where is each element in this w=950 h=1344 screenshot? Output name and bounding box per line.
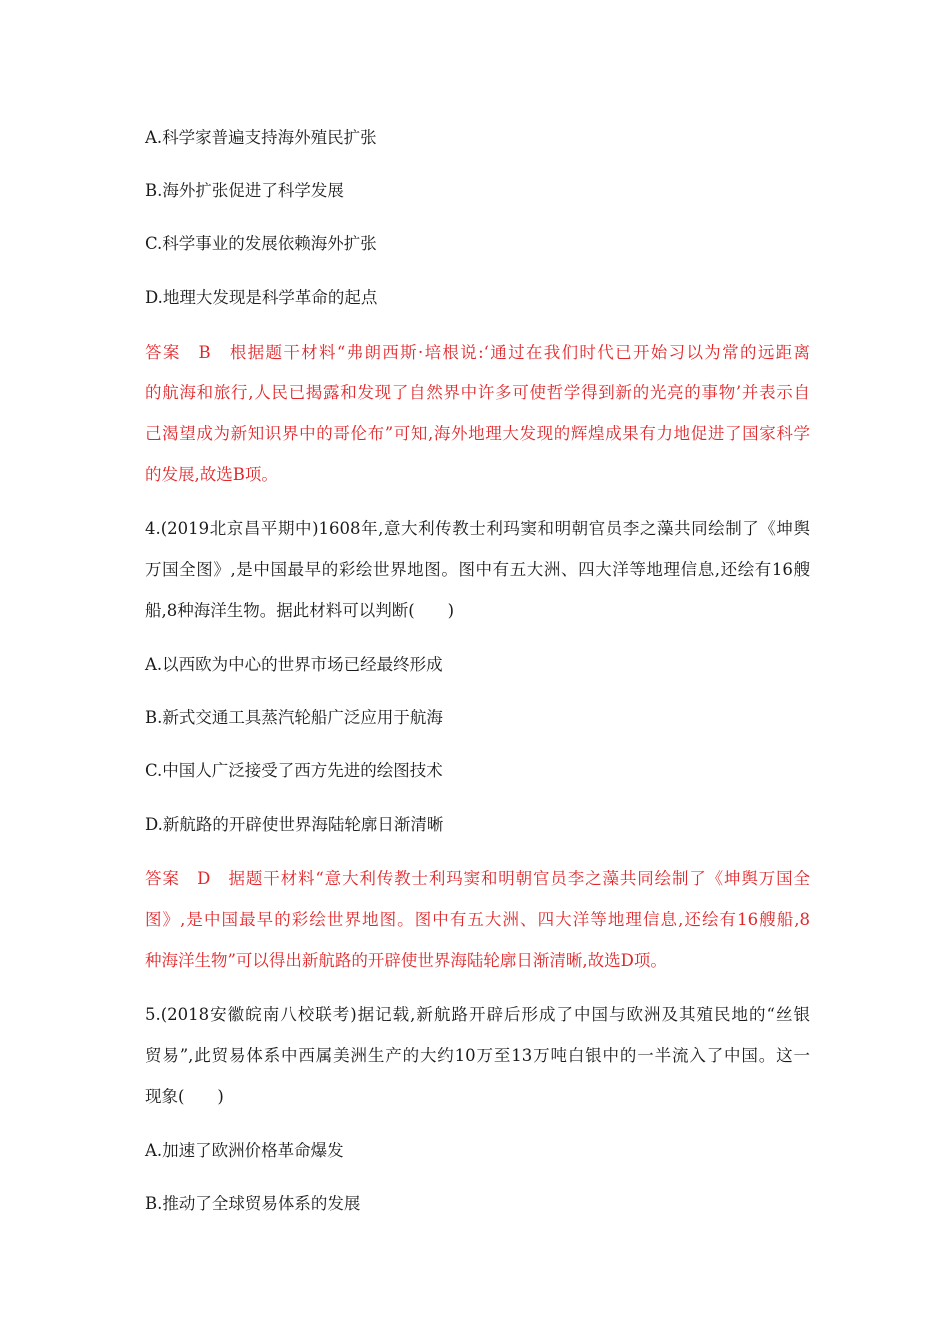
q3-answer-line-1: 答案 B 根据题干材料“弗朗西斯·培根说:‘通过在我们时代已开始习以为常的远距离 bbox=[145, 343, 810, 362]
q5-option-b: B.推动了全球贸易体系的发展 bbox=[145, 1194, 361, 1213]
q3-answer-line-3: 己渴望成为新知识界中的哥伦布”可知,海外地理大发现的辉煌成果有力地促进了国家科学 bbox=[145, 424, 810, 443]
q3-answer-line-2: 的航海和旅行,人民已揭露和发现了自然界中许多可使哲学得到新的光亮的事物’并表示自 bbox=[145, 383, 810, 402]
q4-answer-line-1: 答案 D 据题干材料“意大利传教士利玛窦和明朝官员李之藻共同绘制了《坤舆万国全 bbox=[145, 869, 810, 888]
q4-stem-line-3: 船,8种海洋生物。据此材料可以判断( ) bbox=[145, 601, 455, 620]
q4-answer-line-3: 种海洋生物”可以得出新航路的开辟使世界海陆轮廓日渐清晰,故选D项。 bbox=[145, 951, 667, 970]
q4-answer-line-2: 图》,是中国最早的彩绘世界地图。图中有五大洲、四大洋等地理信息,还绘有16艘船,8 bbox=[145, 910, 810, 929]
q4-option-b: B.新式交通工具蒸汽轮船广泛应用于航海 bbox=[145, 708, 443, 727]
q5-stem-line-2: 贸易”,此贸易体系中西属美洲生产的大约10万至13万吨白银中的一半流入了中国。这一 bbox=[145, 1046, 810, 1065]
q3-answer-line-4: 的发展,故选B项。 bbox=[145, 465, 278, 484]
q5-stem-line-3: 现象( ) bbox=[145, 1087, 224, 1106]
q3-option-d: D.地理大发现是科学革命的起点 bbox=[145, 288, 378, 307]
q3-option-c: C.科学事业的发展依赖海外扩张 bbox=[145, 234, 377, 253]
q5-option-a: A.加速了欧洲价格革命爆发 bbox=[145, 1141, 344, 1160]
q4-stem-line-2: 万国全图》,是中国最早的彩绘世界地图。图中有五大洲、四大洋等地理信息,还绘有16艘 bbox=[145, 560, 810, 579]
q5-stem-line-1: 5.(2018安徽皖南八校联考)据记载,新航路开辟后形成了中国与欧洲及其殖民地的“丝银 bbox=[145, 1005, 810, 1024]
q4-option-a: A.以西欧为中心的世界市场已经最终形成 bbox=[145, 655, 443, 674]
q4-option-d: D.新航路的开辟使世界海陆轮廓日渐清晰 bbox=[145, 815, 444, 834]
q3-option-a: A.科学家普遍支持海外殖民扩张 bbox=[145, 128, 377, 147]
q4-stem-line-1: 4.(2019北京昌平期中)1608年,意大利传教士利玛窦和明朝官员李之藻共同绘制了《坤舆 bbox=[145, 519, 810, 538]
q4-option-c: C.中国人广泛接受了西方先进的绘图技术 bbox=[145, 761, 443, 780]
q3-option-b: B.海外扩张促进了科学发展 bbox=[145, 181, 344, 200]
